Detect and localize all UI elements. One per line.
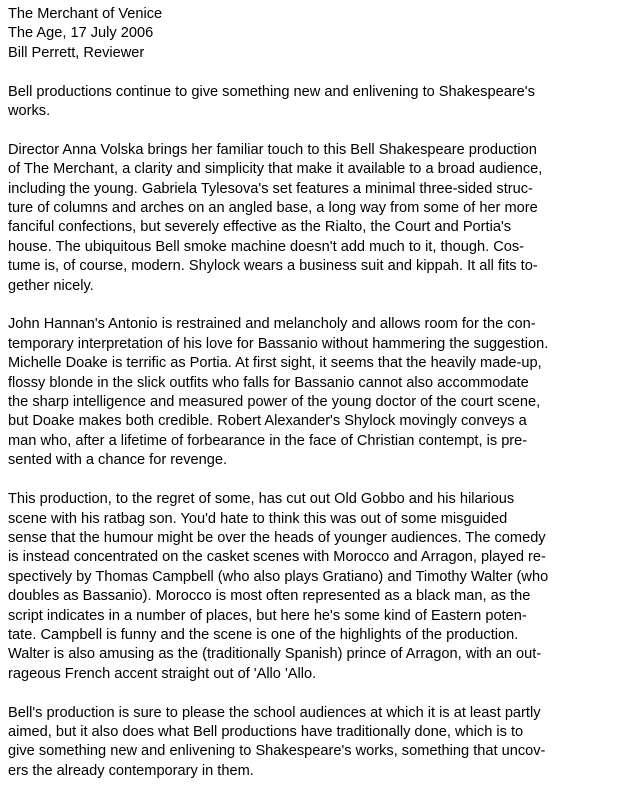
paragraph-gap	[8, 63, 608, 82]
text-line: doubles as Bassanio). Morocco is most often represented as a black man, as the	[8, 588, 531, 605]
text-line: sented with a chance for revenge.	[8, 452, 228, 469]
paragraph-comedy	[8, 490, 608, 684]
text-line: works.	[8, 103, 51, 120]
text-line: ers the already contemporary in them.	[8, 762, 254, 779]
text-line: This production, to the regret of some, has cut out Old Gobbo and his hilarious	[8, 491, 515, 508]
text-line: man who, after a lifetime of forbearance in the face of Christian contempt, is pre-	[8, 432, 528, 449]
text-line: is instead concentrated on the casket scenes with Morocco and Arragon, played re-	[8, 549, 546, 566]
text-line: fanciful confections, but severely effective as the Rialto, the Court and Portia's	[8, 219, 512, 236]
paragraph-gap	[8, 471, 608, 490]
text-line: scene with his ratbag son. You'd hate to think this was out of some misguided	[8, 510, 508, 527]
text-line: rageous French accent straight out of 'Allo 'Allo.	[8, 665, 317, 682]
text-line: including the young. Gabriela Tylesova's set features a minimal three-sided struc-	[8, 180, 533, 197]
paragraph-conclusion	[8, 704, 608, 782]
text-line: tate. Campbell is funny and the scene is one of the highlights of the production.	[8, 626, 519, 643]
paragraph-gap	[8, 121, 608, 140]
reviewer-line: Bill Perrett, Reviewer	[8, 44, 145, 61]
text-line: gether nicely.	[8, 277, 94, 294]
paragraph-cast	[8, 315, 608, 470]
text-line: flossy blonde in the slick outfits who falls for Bassanio cannot also accommodate	[8, 374, 529, 391]
review-document	[8, 5, 608, 781]
publication-line: The Age, 17 July 2006	[8, 25, 154, 42]
text-line: Director Anna Volska brings her familiar touch to this Bell Shakespeare production	[8, 141, 537, 158]
text-line: Michelle Doake is terrific as Portia. At first sight, it seems that the heavily made-up,	[8, 355, 542, 372]
text-line: sense that the humour might be over the heads of younger audiences. The comedy	[8, 529, 546, 546]
text-line: house. The ubiquitous Bell smoke machine doesn't add much to it, though. Cos-	[8, 238, 525, 255]
text-line: Walter is also amusing as the (traditionally Spanish) prince of Arragon, with an out-	[8, 646, 542, 663]
text-line: give something new and enlivening to Shakespeare's works, something that uncov-	[8, 743, 546, 760]
text-line: spectively by Thomas Campbell (who also plays Gratiano) and Timothy Walter (who	[8, 568, 549, 585]
text-line: ture of columns and arches on an angled base, a long way from some of her more	[8, 200, 538, 217]
paragraph-gap	[8, 684, 608, 703]
paragraph-direction	[8, 141, 608, 296]
document-title: The Merchant of Venice	[8, 6, 163, 22]
text-line: John Hannan's Antonio is restrained and melancholy and allows room for the con-	[8, 316, 536, 333]
text-line: tume is, of course, modern. Shylock wears a business suit and kippah. It all fits to-	[8, 258, 538, 275]
document-header	[8, 5, 608, 63]
text-line: temporary interpretation of his love for Bassanio without hammering the suggestion.	[8, 335, 549, 352]
paragraph-intro	[8, 83, 608, 122]
text-line: of The Merchant, a clarity and simplicity that make it available to a broad audience,	[8, 161, 543, 178]
text-line: script indicates in a number of places, but here he's some kind of Eastern poten-	[8, 607, 527, 624]
text-line: Bell productions continue to give something new and enlivening to Shakespeare's	[8, 83, 535, 100]
text-line: Bell's production is sure to please the school audiences at which it is at least partly	[8, 704, 541, 721]
paragraph-gap	[8, 296, 608, 315]
text-line: but Doake makes both credible. Robert Alexander's Shylock movingly conveys a	[8, 413, 527, 430]
text-line: aimed, but it also does what Bell productions have traditionally done, which is to	[8, 723, 524, 740]
text-line: the sharp intelligence and measured power of the young doctor of the court scene,	[8, 394, 541, 411]
